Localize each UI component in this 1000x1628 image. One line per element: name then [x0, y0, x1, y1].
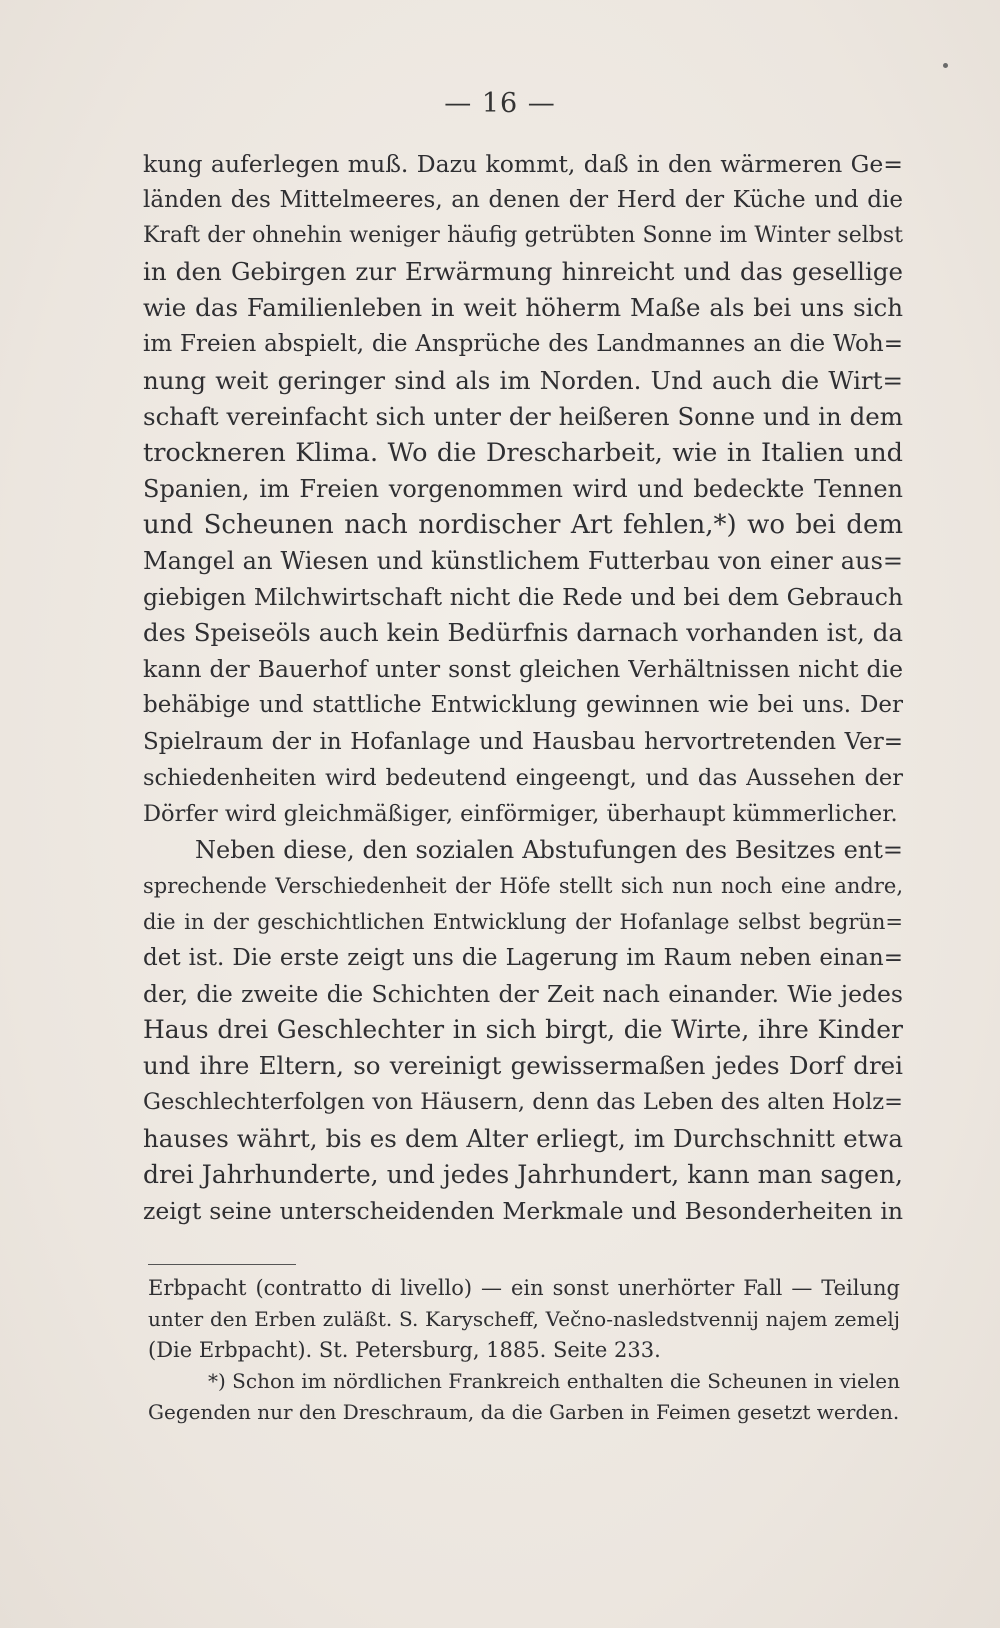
text-line: und Scheunen nach nordischer Art fehlen,*) wo bei dem	[143, 509, 903, 540]
text-line: Kraft der ohnehin weniger häufig getrübten Sonne im Winter selbst	[143, 223, 903, 249]
footnote-line: Erbpacht (contratto di livello) — ein sonst unerhörter Fall — Teilung	[148, 1276, 900, 1300]
text-line: länden des Mittelmeeres, an denen der Herd der Küche und die	[143, 187, 903, 214]
footnote-line: (Die Erbpacht). St. Petersburg, 1885. Seite 233.	[148, 1338, 661, 1362]
text-line: wie das Familienleben in weit höherm Maße als bei uns sich	[143, 293, 903, 323]
text-line: und ihre Eltern, so vereinigt gewissermaßen jedes Dorf drei	[143, 1051, 903, 1081]
text-line: schaft vereinfacht sich unter der heißeren Sonne und in dem	[143, 401, 903, 431]
paper-speck	[943, 63, 948, 68]
text-line: in den Gebirgen zur Erwärmung hinreicht und das gesellige	[143, 257, 903, 287]
text-line: im Freien abspielt, die Ansprüche des Landmannes an die Woh=	[143, 331, 903, 358]
text-line: kung auferlegen muß. Dazu kommt, daß in den wärmeren Ge=	[143, 150, 903, 178]
text-line: Spielraum der in Hofanlage und Hausbau hervortretenden Ver=	[143, 728, 903, 755]
text-line: trockneren Klima. Wo die Drescharbeit, wie in Italien und	[143, 437, 903, 468]
footnotes	[148, 1273, 900, 1428]
text-line: die in der geschichtlichen Entwicklung der Hofanlage selbst begrün=	[143, 909, 903, 934]
text-line: nung weit geringer sind als im Norden. Und auch die Wirt=	[143, 365, 903, 395]
text-line: Spanien, im Freien vorgenommen wird und bedeckte Tennen	[143, 474, 903, 503]
text-line: des Speiseöls auch kein Bedürfnis darnach vorhanden ist, da	[143, 618, 903, 648]
footnote-divider	[148, 1264, 296, 1265]
text-line: Mangel an Wiesen und künstlichem Futterbau von einer aus=	[143, 547, 903, 576]
text-line: der, die zweite die Schichten der Zeit nach einander. Wie jedes	[143, 980, 903, 1009]
text-line: det ist. Die erste zeigt uns die Lagerung im Raum neben einan=	[143, 945, 903, 972]
footnote-line: Gegenden nur den Dreschraum, da die Garben in Feimen gesetzt werden.	[148, 1400, 900, 1424]
text-line: hauses währt, bis es dem Alter erliegt, im Durchschnitt etwa	[143, 1123, 903, 1153]
footnote-line: *) Schon im nördlichen Frankreich enthalten die Scheunen in vielen	[208, 1369, 900, 1393]
text-line: giebigen Milchwirtschaft nicht die Rede und bei dem Gebrauch	[143, 583, 903, 612]
text-line: Geschlechterfolgen von Häusern, denn das Leben des alten Holz=	[143, 1089, 903, 1116]
text-line: drei Jahrhunderte, und jedes Jahrhundert, kann man sagen,	[143, 1159, 903, 1189]
text-line: zeigt seine unterscheidenden Merkmale und Besonderheiten in	[143, 1196, 903, 1225]
text-line: Haus drei Geschlechter in sich birgt, die Wirte, ihre Kinder	[143, 1015, 903, 1045]
text-line: kann der Bauerhof unter sonst gleichen Verhältnissen nicht die	[143, 655, 903, 684]
page-number: — 16 —	[444, 88, 556, 119]
text-line: sprechende Verschiedenheit der Höfe stellt sich nun noch eine andre,	[143, 873, 903, 898]
text-line: schiedenheiten wird bedeutend eingeengt, und das Aussehen der	[143, 764, 903, 791]
footnote-line: unter den Erben zuläßt. S. Karyscheff, Večno-nasledstvennij najem zemelj	[148, 1307, 900, 1331]
text-line: behäbige und stattliche Entwicklung gewinnen wie bei uns. Der	[143, 692, 903, 719]
body-text	[143, 146, 903, 1229]
text-line: Dörfer wird gleichmäßiger, einförmiger, überhaupt kümmerlicher.	[143, 800, 898, 827]
text-line: Neben diese, den sozialen Abstufungen des Besitzes ent=	[195, 835, 903, 864]
